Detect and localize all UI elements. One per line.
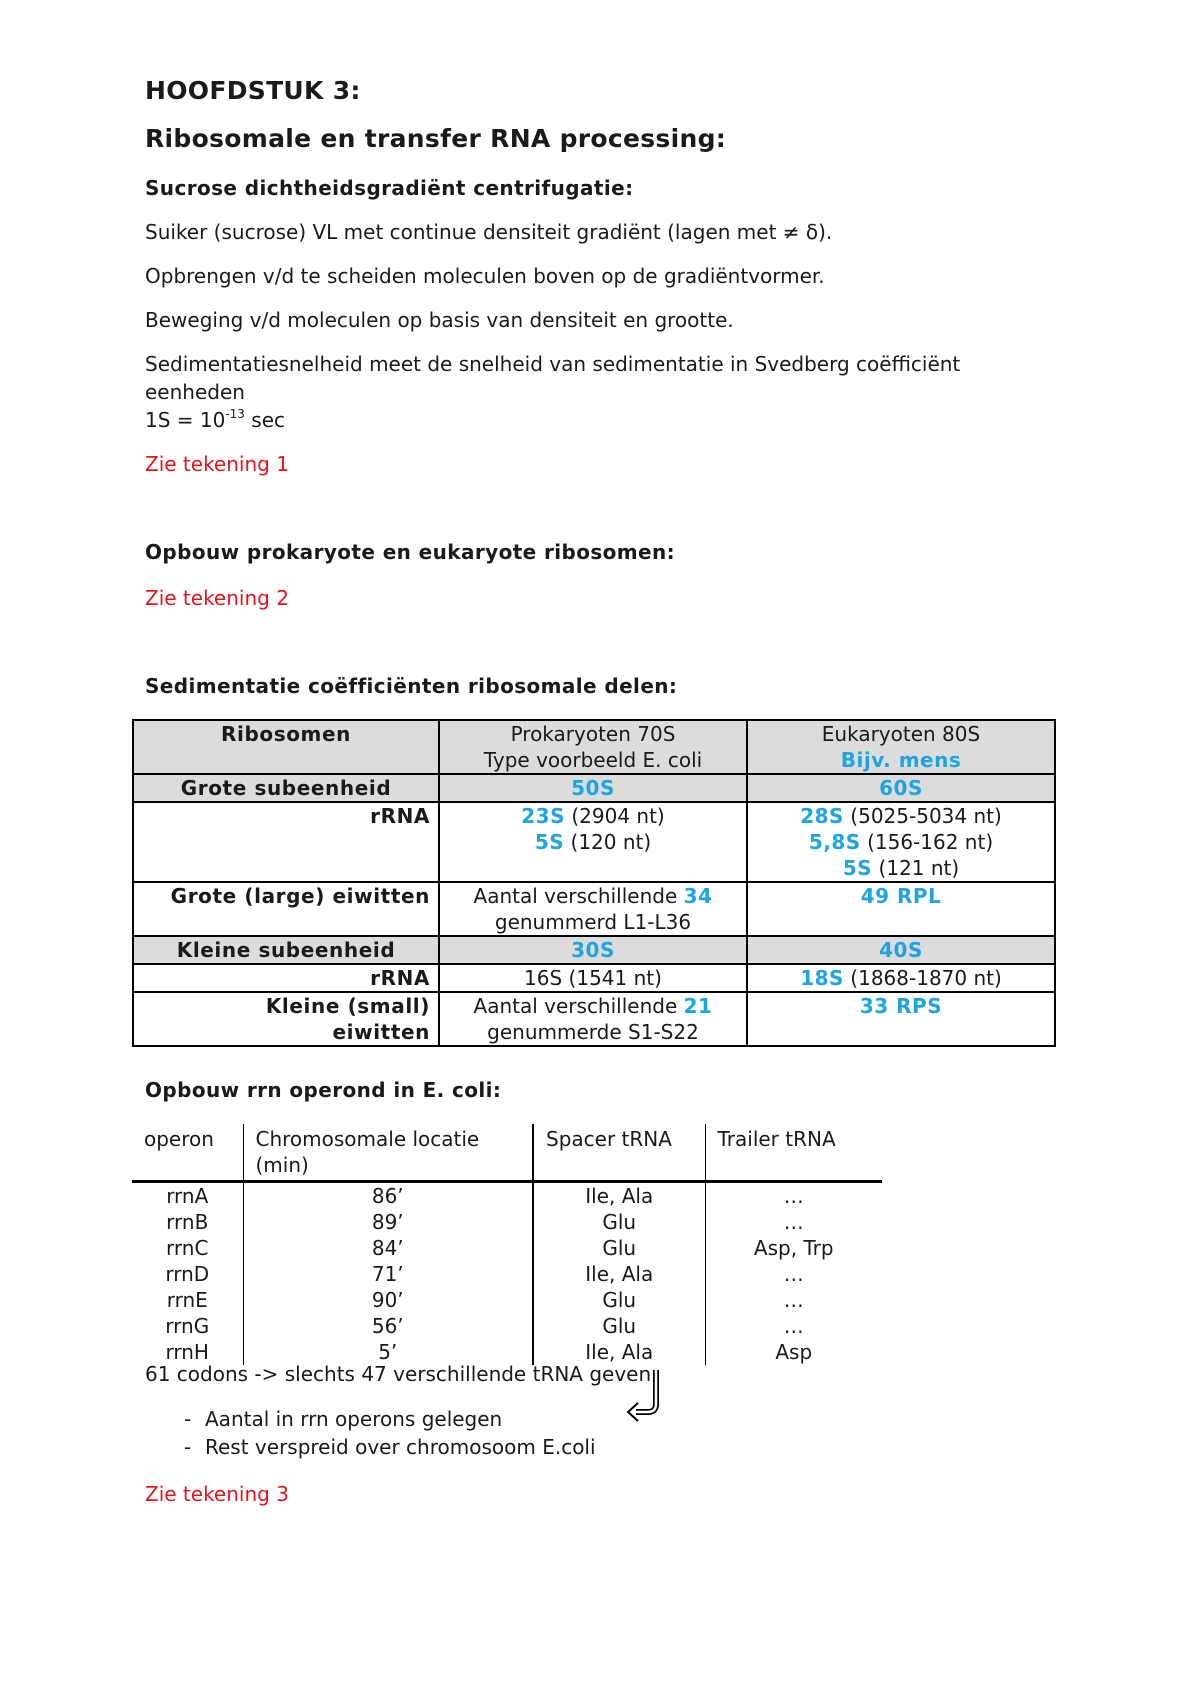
table-row (133, 774, 1055, 802)
codons-note: 61 codons -> slechts 47 verschillende tRNA geven (145, 1362, 652, 1386)
table-row (132, 1209, 882, 1235)
table-cell: 89’ (243, 1209, 533, 1235)
table-cell: rRNA (133, 802, 439, 882)
table-cell: rrnD (165, 1262, 210, 1286)
table-cell: Kleine subeenheid (133, 936, 439, 964)
table-cell: 56’ (243, 1313, 533, 1339)
formula-base: 1S = 10 (145, 408, 226, 432)
table-row (132, 1182, 882, 1210)
table-cell: 50S (439, 774, 747, 802)
table-cell: 28S (5025-5034 nt) 5,8S (156-162 nt) 5S (121 nt) (747, 802, 1055, 882)
table-cell: Glu (533, 1235, 705, 1261)
table-cell: … (705, 1182, 882, 1210)
table-header-cell: Ribosomen (133, 720, 439, 774)
chapter-heading: HOOFDSTUK 3: (145, 76, 361, 105)
drawing-reference: Zie tekening 1 (145, 452, 289, 476)
table-cell: 23S (2904 nt) 5S (120 nt) (439, 802, 747, 882)
table-row (132, 1261, 882, 1287)
paragraph-line: Sedimentatiesnelheid meet de snelheid van sedimentatie in Svedberg coëfficiënt (145, 352, 961, 376)
list-item: - Rest verspreid over chromosoom E.coli (132, 1433, 596, 1461)
table-header-cell: operon (132, 1124, 243, 1182)
table-row (132, 1235, 882, 1261)
table-cell: Asp (705, 1339, 882, 1365)
section-title-ribosomen: Opbouw prokaryote en eukaryote ribosomen: (145, 540, 676, 564)
table-cell: Grote subeenheid (133, 774, 439, 802)
table-cell: Ile, Ala (533, 1261, 705, 1287)
section-title-sedimentatie: Sedimentatie coëfficiënten ribosomale delen: (145, 674, 678, 698)
ribosome-table (132, 719, 1056, 1047)
table-cell: rrnH (165, 1340, 209, 1364)
table-header-row (132, 1124, 882, 1182)
table-cell: rrnC (166, 1236, 209, 1260)
table-row (133, 802, 1055, 882)
table-cell: rrnA (166, 1184, 209, 1208)
table-cell: Ile, Ala (533, 1182, 705, 1210)
section-title-sucrose: Sucrose dichtheidsgradiënt centrifugatie: (145, 176, 634, 200)
table-cell: Grote (large) eiwitten (133, 882, 439, 936)
table-cell: … (705, 1287, 882, 1313)
formula-exponent: -13 (225, 407, 245, 421)
table-cell: 18S (1868-1870 nt) (747, 964, 1055, 992)
table-cell: 86’ (243, 1182, 533, 1210)
table-row (132, 1313, 882, 1339)
table-cell: 71’ (243, 1261, 533, 1287)
table-cell: rRNA (133, 964, 439, 992)
table-cell: Aantal verschillende 21 genummerde S1-S22 (439, 992, 747, 1046)
table-row (133, 992, 1055, 1046)
table-cell: rrnG (165, 1314, 210, 1338)
table-cell: 16S (1541 nt) (439, 964, 747, 992)
table-cell: 84’ (243, 1235, 533, 1261)
table-cell: 60S (747, 774, 1055, 802)
table-cell: 90’ (243, 1287, 533, 1313)
section-title-operons: Opbouw rrn operond in E. coli: (145, 1078, 502, 1102)
table-cell: … (705, 1209, 882, 1235)
table-row (133, 964, 1055, 992)
paragraph: Beweging v/d moleculen op basis van densiteit en grootte. (145, 308, 734, 332)
table-row (133, 882, 1055, 936)
operon-table (132, 1124, 882, 1365)
curved-arrow-icon (626, 1366, 672, 1424)
table-cell: 40S (747, 936, 1055, 964)
paragraph (145, 350, 960, 434)
table-row (132, 1287, 882, 1313)
table-cell: 49 RPL (747, 882, 1055, 936)
formula (145, 406, 960, 434)
list-item: - Aantal in rrn operons gelegen (132, 1405, 596, 1433)
paragraph: Opbrengen v/d te scheiden moleculen boven op de gradiëntvormer. (145, 264, 825, 288)
operon-table-body (132, 1182, 882, 1366)
paragraph-line: eenheden (145, 380, 245, 404)
bullet-list (132, 1405, 596, 1461)
chapter-title: Ribosomale en transfer RNA processing: (145, 124, 727, 153)
formula-unit: sec (244, 408, 286, 432)
table-cell: rrnE (166, 1288, 208, 1312)
table-header-cell: Spacer tRNA (533, 1124, 705, 1182)
table-cell: 5’ (243, 1339, 533, 1365)
table-cell: Kleine (small) eiwitten (133, 992, 439, 1046)
table-header-cell: Prokaryoten 70S Type voorbeeld E. coli (439, 720, 747, 774)
table-cell: rrnB (166, 1210, 209, 1234)
table-cell: Glu (533, 1313, 705, 1339)
table-cell: 33 RPS (747, 992, 1055, 1046)
table-cell: Glu (533, 1287, 705, 1313)
table-cell: Aantal verschillende 34 genummerd L1-L36 (439, 882, 747, 936)
table-cell: 30S (439, 936, 747, 964)
drawing-reference: Zie tekening 3 (145, 1482, 289, 1506)
table-header-cell: Chromosomale locatie (min) (243, 1124, 533, 1182)
table-header-cell: Trailer tRNA (705, 1124, 882, 1182)
table-header-row (133, 720, 1055, 774)
table-cell: Glu (533, 1209, 705, 1235)
drawing-reference: Zie tekening 2 (145, 586, 289, 610)
table-cell: Ile, Ala (533, 1339, 705, 1365)
table-header-cell: Eukaryoten 80S Bijv. mens (747, 720, 1055, 774)
table-cell: … (705, 1313, 882, 1339)
paragraph: Suiker (sucrose) VL met continue densiteit gradiënt (lagen met ≠ δ). (145, 220, 833, 244)
table-cell: Asp, Trp (705, 1235, 882, 1261)
table-cell: … (705, 1261, 882, 1287)
table-row (133, 936, 1055, 964)
